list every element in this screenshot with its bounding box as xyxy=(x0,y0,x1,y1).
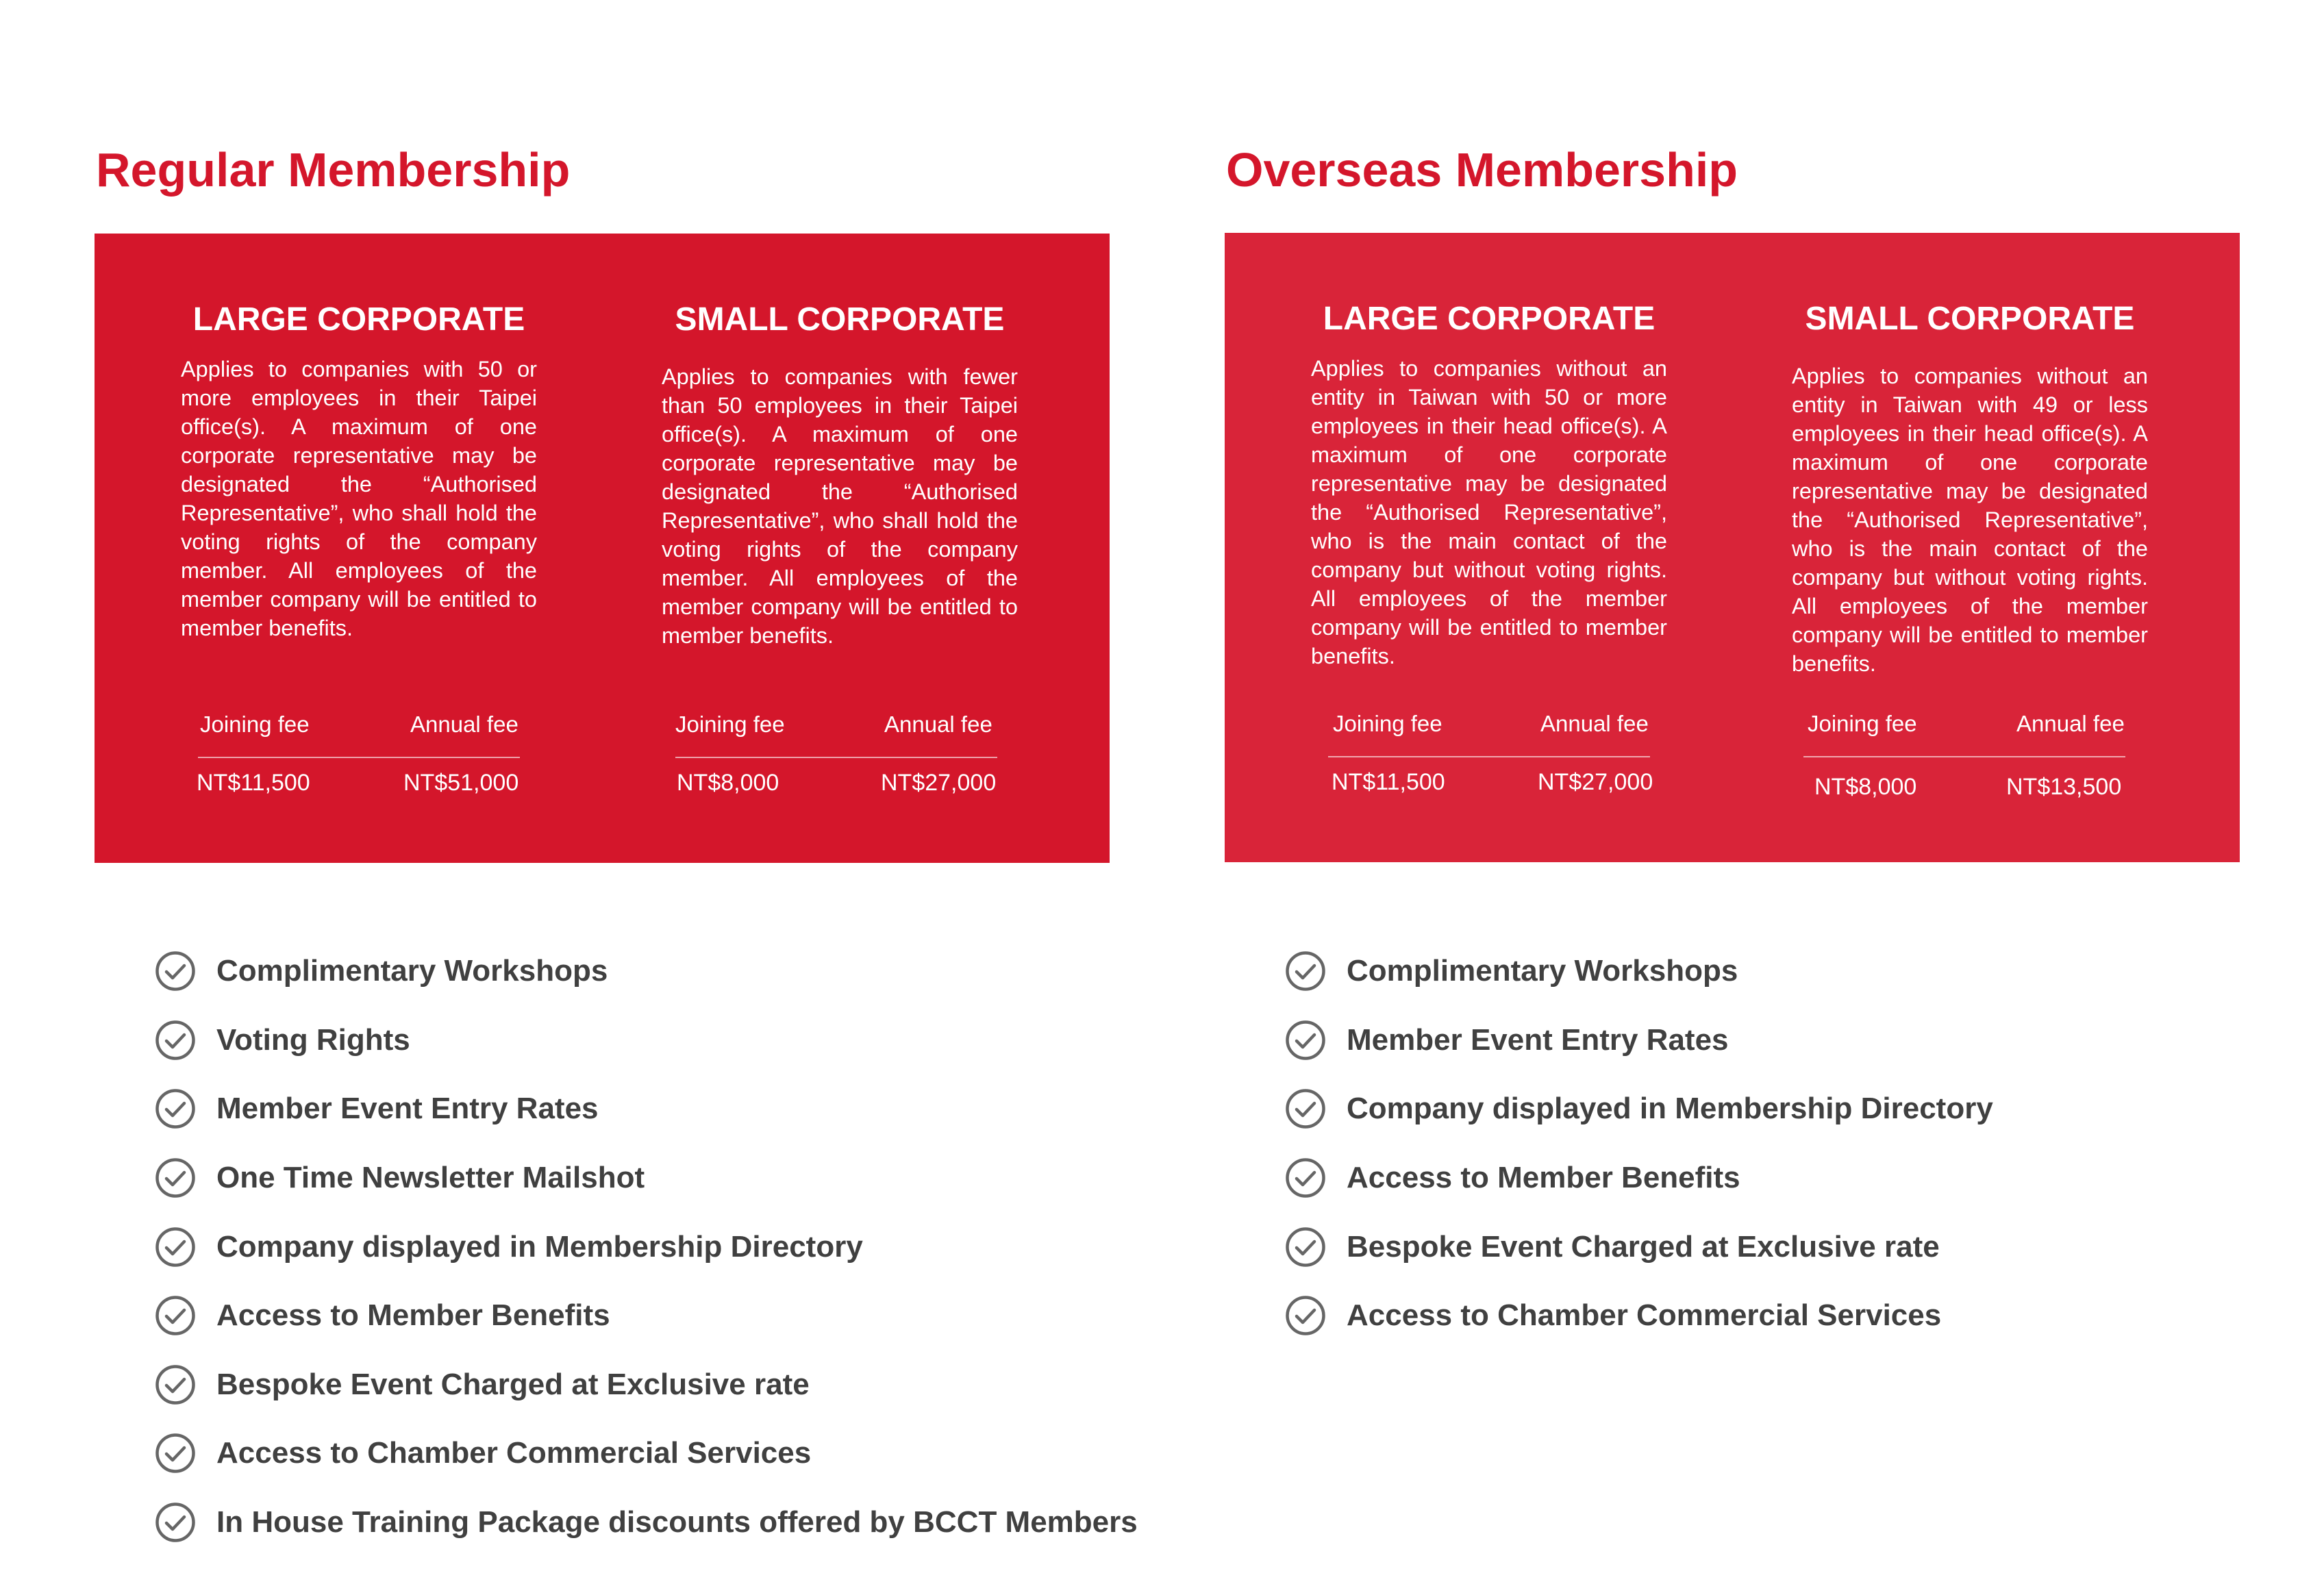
joining-fee-label: Joining fee xyxy=(675,712,785,737)
annual-fee-value: NT$27,000 xyxy=(881,770,997,796)
check-circle-icon xyxy=(1285,1157,1326,1198)
benefit-item xyxy=(155,937,1138,1006)
benefit-label: In House Training Package discounts offered by BCCT Members xyxy=(216,1505,1138,1539)
fee-divider xyxy=(675,757,997,758)
benefit-label: Bespoke Event Charged at Exclusive rate xyxy=(216,1367,810,1401)
benefit-label: Access to Chamber Commercial Services xyxy=(1347,1298,1942,1333)
benefit-item xyxy=(155,1212,1138,1281)
benefit-label: Access to Chamber Commercial Services xyxy=(216,1436,812,1470)
joining-fee-label: Joining fee xyxy=(200,712,310,737)
overseas-large-description: Applies to companies without an entity in Taiwan with 50 or more employees in their head office(s). A maximum of one corporate representative may be designated the “Authorised Representative”, who is the main contact of the company but without voting rights. All employees of the member company will be entitled to member benefits. xyxy=(1311,356,1667,668)
regular-membership-title: Regular Membership xyxy=(96,143,571,197)
regular-small-corporate xyxy=(662,241,1018,870)
check-circle-icon xyxy=(155,951,196,992)
joining-fee-value: NT$8,000 xyxy=(1814,774,1917,800)
annual-fee-label: Annual fee xyxy=(884,712,992,737)
regular-large-corporate xyxy=(181,234,537,863)
benefit-label: Member Event Entry Rates xyxy=(216,1092,599,1126)
benefit-label: One Time Newsletter Mailshot xyxy=(216,1161,645,1195)
benefit-item xyxy=(1285,1074,1993,1144)
joining-fee-label: Joining fee xyxy=(1333,711,1442,736)
overseas-small-heading: SMALL CORPORATE xyxy=(1805,301,2135,337)
regular-large-description: Applies to companies with 50 or more employees in their Taipei office(s). A maximum of one corporate representative may be designated the “Authorised Representative”, who shall hold the voting rights of the company member. All employees of the member company will be entitled to member benefits. xyxy=(181,357,537,640)
check-circle-icon xyxy=(155,1020,196,1061)
fee-divider xyxy=(1803,756,2125,757)
benefit-item xyxy=(1285,1144,1993,1213)
overseas-small-fees xyxy=(1803,710,2125,813)
check-circle-icon xyxy=(155,1088,196,1129)
regular-large-heading: LARGE CORPORATE xyxy=(192,301,525,338)
check-circle-icon xyxy=(155,1502,196,1543)
benefit-item xyxy=(155,1074,1138,1144)
check-circle-icon xyxy=(1285,1227,1326,1268)
joining-fee-value: NT$11,500 xyxy=(1332,769,1445,795)
benefit-label: Access to Member Benefits xyxy=(1347,1161,1740,1195)
benefit-item xyxy=(155,1006,1138,1075)
joining-fee-value: NT$11,500 xyxy=(197,770,310,796)
regular-membership-card xyxy=(95,234,1110,863)
joining-fee-label: Joining fee xyxy=(1808,711,1917,736)
benefit-label: Company displayed in Membership Directory xyxy=(1347,1092,1993,1126)
regular-small-heading: SMALL CORPORATE xyxy=(675,301,1005,338)
regular-small-description: Applies to companies with fewer than 50 employees in their Taipei office(s). A maximum of one corporate representative may be designated the “Authorised Representative”, who shall hold the voting rights of the company member. All employees of the member company will be entitled to member benefits. xyxy=(662,364,1018,648)
overseas-benefits-list xyxy=(1285,937,1993,1350)
benefit-item xyxy=(1285,1212,1993,1281)
annual-fee-label: Annual fee xyxy=(1540,711,1649,736)
annual-fee-label: Annual fee xyxy=(410,712,518,737)
benefit-item xyxy=(155,1281,1138,1350)
fee-divider xyxy=(1328,756,1650,757)
benefit-item xyxy=(1285,1006,1993,1075)
benefit-label: Voting Rights xyxy=(216,1022,410,1057)
check-circle-icon xyxy=(1285,951,1326,992)
overseas-large-heading: LARGE CORPORATE xyxy=(1323,301,1655,337)
regular-benefits-list xyxy=(155,937,1138,1557)
annual-fee-value: NT$13,500 xyxy=(2006,774,2122,800)
overseas-membership-title: Overseas Membership xyxy=(1226,143,1738,197)
overseas-large-fees xyxy=(1328,710,1653,813)
regular-large-fees xyxy=(198,711,520,814)
benefit-item xyxy=(155,1419,1138,1488)
overseas-small-description: Applies to companies without an entity in Taiwan with 49 or less employees in their head office(s). A maximum of one corporate representative may be designated the “Authorised Representative”, who is the main contact of the company but without voting rights. All employees of the member company will be entitled to member benefits. xyxy=(1792,364,2148,676)
benefit-label: Complimentary Workshops xyxy=(216,954,608,988)
check-circle-icon xyxy=(155,1433,196,1474)
benefit-item xyxy=(1285,1281,1993,1350)
check-circle-icon xyxy=(155,1157,196,1198)
benefit-item xyxy=(1285,937,1993,1006)
check-circle-icon xyxy=(1285,1088,1326,1129)
overseas-small-corporate xyxy=(1792,240,2148,870)
benefit-item xyxy=(155,1488,1138,1557)
fee-divider xyxy=(198,757,520,758)
overseas-membership-card xyxy=(1225,233,2240,862)
check-circle-icon xyxy=(155,1364,196,1405)
overseas-large-corporate xyxy=(1311,233,1667,862)
annual-fee-value: NT$51,000 xyxy=(403,770,519,796)
check-circle-icon xyxy=(155,1295,196,1336)
benefit-label: Bespoke Event Charged at Exclusive rate xyxy=(1347,1229,1940,1264)
benefit-item xyxy=(155,1350,1138,1420)
annual-fee-label: Annual fee xyxy=(2016,711,2125,736)
check-circle-icon xyxy=(1285,1020,1326,1061)
joining-fee-value: NT$8,000 xyxy=(677,770,779,796)
regular-small-fees xyxy=(675,711,997,814)
check-circle-icon xyxy=(155,1227,196,1268)
annual-fee-value: NT$27,000 xyxy=(1538,769,1653,795)
check-circle-icon xyxy=(1285,1295,1326,1336)
benefit-label: Access to Member Benefits xyxy=(216,1298,610,1333)
benefit-label: Complimentary Workshops xyxy=(1347,954,1738,988)
benefit-label: Member Event Entry Rates xyxy=(1347,1022,1729,1057)
benefit-label: Company displayed in Membership Directory xyxy=(216,1229,863,1264)
benefit-item xyxy=(155,1144,1138,1213)
